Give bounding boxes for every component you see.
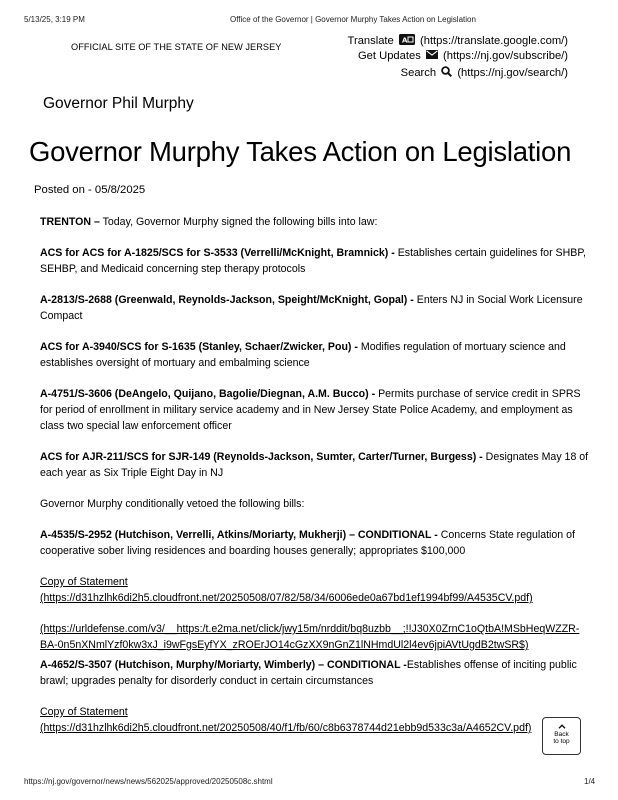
vetoed-bill-item <box>40 527 590 559</box>
signed-bill-item <box>40 449 590 481</box>
get-updates-label: Get Updates <box>357 50 421 62</box>
chevron-up-icon <box>543 724 580 731</box>
signed-bill-item <box>40 245 590 277</box>
bill-description: Establishes offense of inciting public brawl; upgrades penalty for disorderly conduct in certain circumstances <box>40 659 577 687</box>
translate-label: Translate <box>347 34 394 47</box>
dateline: TRENTON – <box>40 216 100 228</box>
search-label: Search <box>400 66 437 79</box>
svg-text:A: A <box>401 36 408 45</box>
bill-number: A-4751/S-3606 (DeAngelo, Quijano, Bagolie/Diegnan, A.M. Bucco) - <box>40 388 376 400</box>
governor-name[interactable]: Governor Phil Murphy <box>43 95 194 112</box>
get-updates-link[interactable] <box>358 50 568 62</box>
urldefense-link-block <box>40 621 590 653</box>
bill-number: A-4652/S-3507 (Hutchison, Murphy/Moriarty, Wimberly) – CONDITIONAL - <box>40 659 407 671</box>
urldefense-link-line2[interactable]: BA-0n5nXNmlYzf0kw3xJ_i9wFgsEyfYX_zROErJO14cGzXX9nGnZ1lNHmdUl2l4ev6jpiAVtUgdB2twSR$) <box>40 639 529 651</box>
bill-description: Permits purchase of service credit in SPRS for period of enrollment in military service academy and in New Jersey State Police Academy, and employment as class two special law enforcement officer <box>40 388 581 432</box>
bill-number: ACS for AJR-211/SCS for SJR-149 (Reynolds-Jackson, Sumter, Carter/Turner, Burgess) - <box>40 451 483 463</box>
bill-number: A-4535/S-2952 (Hutchison, Verrelli, Atkins/Moriarty, Mukherji) – CONDITIONAL - <box>40 529 438 541</box>
print-datetime: 5/13/25, 3:19 PM <box>24 15 85 24</box>
search-icon <box>441 66 452 80</box>
bill-description: Enters NJ in Social Work Licensure Compact <box>40 294 583 322</box>
vetoed-bill-item <box>40 657 590 689</box>
search-url: (https://nj.gov/search/) <box>457 66 568 79</box>
signed-bill-item <box>40 292 590 324</box>
back-to-top-label-line2: to top <box>553 738 570 745</box>
copy-of-statement-link[interactable]: Copy of Statement <box>40 576 128 588</box>
back-to-top-button[interactable] <box>542 717 581 755</box>
official-site-label: OFFICIAL SITE OF THE STATE OF NEW JERSEY <box>71 42 282 52</box>
bill-number: ACS for A-3940/SCS for S-1635 (Stanley, Schaer/Zwicker, Pou) - <box>40 341 358 353</box>
bill-description: Modifies regulation of mortuary science and establishes oversight of mortuary and embalming science <box>40 341 566 369</box>
bill-description: Designates May 18 of each year as Six Triple Eight Day in NJ <box>40 451 589 479</box>
translate-icon <box>399 34 415 48</box>
get-updates-url: (https://nj.gov/subscribe/) <box>443 50 568 62</box>
statement-link-block <box>40 704 590 736</box>
statement-link-block <box>40 574 590 606</box>
statement-url-link[interactable]: (https://d31hzlhk6di2h5.cloudfront.net/20250508/07/82/58/34/6006ede0a67bd1ef1994bf99/A4535CV.pdf) <box>40 592 533 604</box>
copy-of-statement-link[interactable]: Copy of Statement <box>40 706 128 718</box>
print-page-title: Office of the Governor | Governor Murphy Takes Action on Legislation <box>230 15 476 24</box>
envelope-icon <box>426 50 438 62</box>
intro-text: Today, Governor Murphy signed the following bills into law: <box>99 216 378 228</box>
urldefense-link-line1[interactable]: (https://urldefense.com/v3/__https:/t.e2ma.net/click/jwy15m/nrddit/bq8uzbb__;!!J30X0ZrnC1oQtbA!MSbHeqWZZR- <box>40 623 580 635</box>
veto-intro: Governor Murphy conditionally vetoed the following bills: <box>40 498 305 510</box>
bill-number: ACS for ACS for A-1825/SCS for S-3533 (Verrelli/McKnight, Bramnick) - <box>40 247 395 259</box>
bill-description: Establishes certain guidelines for SHBP, SEHBP, and Medicaid concerning step therapy protocols <box>40 247 586 275</box>
article-body <box>40 214 590 736</box>
translate-url: (https://translate.google.com/) <box>420 34 568 47</box>
signed-bill-item <box>40 339 590 371</box>
bill-number: A-2813/S-2688 (Greenwald, Reynolds-Jackson, Speight/McKnight, Gopal) - <box>40 294 414 306</box>
print-footer-url: https://nj.gov/governor/news/news/562025/approved/20250508c.shtml <box>24 777 273 786</box>
bill-description: Concerns State regulation of cooperative sober living residences and boarding houses generally; appropriates $100,000 <box>40 529 575 557</box>
statement-url-link[interactable]: (https://d31hzlhk6di2h5.cloudfront.net/20250508/40/f1/fb/60/c8b6378744d21ebb9d533c3a/A4652CV.pdf) <box>40 722 532 734</box>
signed-bill-item <box>40 386 590 434</box>
search-link[interactable] <box>401 66 568 80</box>
translate-link[interactable] <box>348 34 568 48</box>
intro-paragraph <box>40 214 590 230</box>
back-to-top-label-line1: Back <box>554 731 569 738</box>
page-title: Governor Murphy Takes Action on Legislation <box>29 136 572 167</box>
print-page-number: 1/4 <box>584 777 596 786</box>
posted-date: Posted on - 05/8/2025 <box>34 184 146 196</box>
